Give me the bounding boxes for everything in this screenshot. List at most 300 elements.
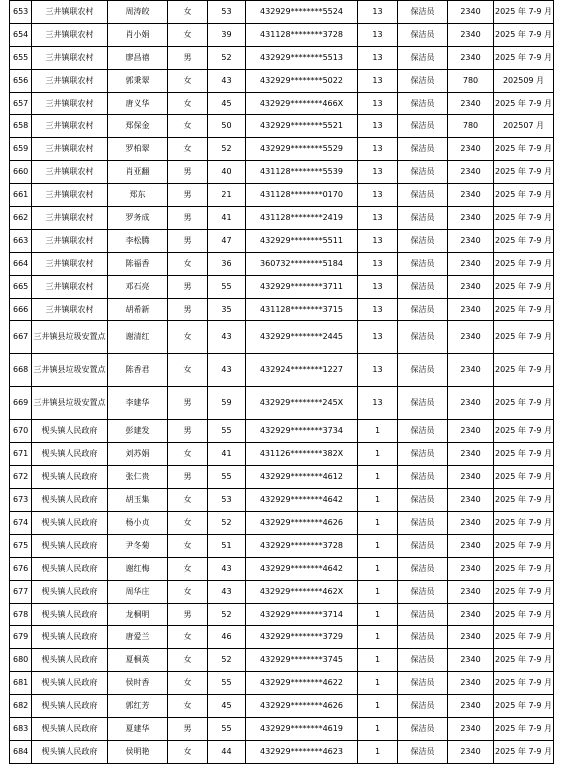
months-cell: 13 bbox=[358, 1, 398, 24]
table-row bbox=[10, 69, 554, 92]
amount-cell: 2340 bbox=[448, 229, 494, 252]
job-title-cell: 保洁员 bbox=[398, 115, 448, 138]
pay-period-cell: 2025 年 7-9 月 bbox=[494, 321, 554, 354]
age-cell: 43 bbox=[208, 557, 246, 580]
unit-name-cell: 三井镇联农村 bbox=[32, 229, 108, 252]
months-cell: 1 bbox=[358, 557, 398, 580]
pay-period-cell: 2025 年 7-9 月 bbox=[494, 626, 554, 649]
age-cell: 43 bbox=[208, 354, 246, 387]
job-title-cell: 保洁员 bbox=[398, 46, 448, 69]
job-title-cell: 保洁员 bbox=[398, 229, 448, 252]
job-title-cell: 保洁员 bbox=[398, 626, 448, 649]
amount-cell: 2340 bbox=[448, 207, 494, 230]
pay-period-cell: 2025 年 7-9 月 bbox=[494, 489, 554, 512]
unit-name-cell: 三井镇县垃圾安置点 bbox=[32, 387, 108, 420]
job-title-cell: 保洁员 bbox=[398, 672, 448, 695]
sex-cell: 男 bbox=[168, 46, 208, 69]
pay-period-cell: 202509 月 bbox=[494, 69, 554, 92]
person-name-cell: 侯时香 bbox=[108, 672, 168, 695]
id-number-cell: 432929********4622 bbox=[246, 672, 358, 695]
row-number-cell: 654 bbox=[10, 23, 32, 46]
age-cell: 47 bbox=[208, 229, 246, 252]
table-row bbox=[10, 92, 554, 115]
months-cell: 13 bbox=[358, 115, 398, 138]
payroll-table bbox=[9, 0, 554, 764]
job-title-cell: 保洁员 bbox=[398, 489, 448, 512]
person-name-cell: 肖亚翻 bbox=[108, 161, 168, 184]
amount-cell: 2340 bbox=[448, 184, 494, 207]
sex-cell: 女 bbox=[168, 252, 208, 275]
person-name-cell: 刘苏娟 bbox=[108, 443, 168, 466]
pay-period-cell: 2025 年 7-9 月 bbox=[494, 46, 554, 69]
sex-cell: 女 bbox=[168, 92, 208, 115]
amount-cell: 2340 bbox=[448, 489, 494, 512]
id-number-cell: 432929********4626 bbox=[246, 512, 358, 535]
id-number-cell: 431128********3715 bbox=[246, 298, 358, 321]
age-cell: 55 bbox=[208, 275, 246, 298]
id-number-cell: 432929********4619 bbox=[246, 718, 358, 741]
sex-cell: 女 bbox=[168, 354, 208, 387]
age-cell: 59 bbox=[208, 387, 246, 420]
job-title-cell: 保洁员 bbox=[398, 138, 448, 161]
id-number-cell: 432929********3714 bbox=[246, 603, 358, 626]
sex-cell: 女 bbox=[168, 626, 208, 649]
id-number-cell: 432929********5524 bbox=[246, 1, 358, 24]
id-number-cell: 432929********462X bbox=[246, 580, 358, 603]
amount-cell: 2340 bbox=[448, 580, 494, 603]
unit-name-cell: 三井镇联农村 bbox=[32, 252, 108, 275]
unit-name-cell: 枧头镇人民政府 bbox=[32, 718, 108, 741]
amount-cell: 2340 bbox=[448, 512, 494, 535]
amount-cell: 2340 bbox=[448, 46, 494, 69]
person-name-cell: 罗务成 bbox=[108, 207, 168, 230]
age-cell: 45 bbox=[208, 92, 246, 115]
pay-period-cell: 2025 年 7-9 月 bbox=[494, 603, 554, 626]
age-cell: 41 bbox=[208, 443, 246, 466]
id-number-cell: 432929********4642 bbox=[246, 557, 358, 580]
job-title-cell: 保洁员 bbox=[398, 649, 448, 672]
job-title-cell: 保洁员 bbox=[398, 354, 448, 387]
sex-cell: 男 bbox=[168, 420, 208, 443]
job-title-cell: 保洁员 bbox=[398, 23, 448, 46]
table-row bbox=[10, 298, 554, 321]
age-cell: 36 bbox=[208, 252, 246, 275]
months-cell: 1 bbox=[358, 718, 398, 741]
id-number-cell: 431126********382X bbox=[246, 443, 358, 466]
row-number-cell: 663 bbox=[10, 229, 32, 252]
job-title-cell: 保洁员 bbox=[398, 603, 448, 626]
table-row bbox=[10, 557, 554, 580]
months-cell: 1 bbox=[358, 603, 398, 626]
id-number-cell: 432929********3745 bbox=[246, 649, 358, 672]
id-number-cell: 431128********3728 bbox=[246, 23, 358, 46]
row-number-cell: 662 bbox=[10, 207, 32, 230]
table-body bbox=[10, 1, 554, 764]
table-row bbox=[10, 489, 554, 512]
amount-cell: 2340 bbox=[448, 603, 494, 626]
age-cell: 53 bbox=[208, 1, 246, 24]
sex-cell: 男 bbox=[168, 184, 208, 207]
months-cell: 13 bbox=[358, 387, 398, 420]
job-title-cell: 保洁员 bbox=[398, 321, 448, 354]
amount-cell: 2340 bbox=[448, 534, 494, 557]
months-cell: 13 bbox=[358, 354, 398, 387]
sex-cell: 女 bbox=[168, 1, 208, 24]
unit-name-cell: 枧头镇人民政府 bbox=[32, 740, 108, 763]
pay-period-cell: 2025 年 7-9 月 bbox=[494, 443, 554, 466]
months-cell: 1 bbox=[358, 649, 398, 672]
age-cell: 45 bbox=[208, 695, 246, 718]
age-cell: 53 bbox=[208, 489, 246, 512]
table-row bbox=[10, 740, 554, 763]
months-cell: 13 bbox=[358, 252, 398, 275]
row-number-cell: 677 bbox=[10, 580, 32, 603]
person-name-cell: 胡希新 bbox=[108, 298, 168, 321]
id-number-cell: 432929********4626 bbox=[246, 695, 358, 718]
pay-period-cell: 2025 年 7-9 月 bbox=[494, 512, 554, 535]
sex-cell: 女 bbox=[168, 321, 208, 354]
row-number-cell: 659 bbox=[10, 138, 32, 161]
person-name-cell: 郭秉翠 bbox=[108, 69, 168, 92]
id-number-cell: 432929********5521 bbox=[246, 115, 358, 138]
row-number-cell: 682 bbox=[10, 695, 32, 718]
person-name-cell: 郑保金 bbox=[108, 115, 168, 138]
age-cell: 55 bbox=[208, 466, 246, 489]
person-name-cell: 郭红芳 bbox=[108, 695, 168, 718]
age-cell: 35 bbox=[208, 298, 246, 321]
pay-period-cell: 2025 年 7-9 月 bbox=[494, 138, 554, 161]
unit-name-cell: 三井镇联农村 bbox=[32, 161, 108, 184]
table-row bbox=[10, 229, 554, 252]
pay-period-cell: 2025 年 7-9 月 bbox=[494, 23, 554, 46]
unit-name-cell: 枧头镇人民政府 bbox=[32, 603, 108, 626]
pay-period-cell: 2025 年 7-9 月 bbox=[494, 672, 554, 695]
row-number-cell: 660 bbox=[10, 161, 32, 184]
amount-cell: 2340 bbox=[448, 321, 494, 354]
unit-name-cell: 三井镇联农村 bbox=[32, 298, 108, 321]
sex-cell: 男 bbox=[168, 466, 208, 489]
unit-name-cell: 三井镇县垃圾安置点 bbox=[32, 321, 108, 354]
unit-name-cell: 三井镇联农村 bbox=[32, 115, 108, 138]
job-title-cell: 保洁员 bbox=[398, 466, 448, 489]
job-title-cell: 保洁员 bbox=[398, 69, 448, 92]
row-number-cell: 661 bbox=[10, 184, 32, 207]
person-name-cell: 尹冬菊 bbox=[108, 534, 168, 557]
job-title-cell: 保洁员 bbox=[398, 1, 448, 24]
table-row bbox=[10, 184, 554, 207]
id-number-cell: 432929********3729 bbox=[246, 626, 358, 649]
table-row bbox=[10, 387, 554, 420]
person-name-cell: 唐爱兰 bbox=[108, 626, 168, 649]
person-name-cell: 罗柏翠 bbox=[108, 138, 168, 161]
row-number-cell: 665 bbox=[10, 275, 32, 298]
unit-name-cell: 三井镇联农村 bbox=[32, 92, 108, 115]
months-cell: 1 bbox=[358, 580, 398, 603]
person-name-cell: 李建华 bbox=[108, 387, 168, 420]
table-row bbox=[10, 161, 554, 184]
unit-name-cell: 三井镇县垃圾安置点 bbox=[32, 354, 108, 387]
months-cell: 13 bbox=[358, 298, 398, 321]
unit-name-cell: 枧头镇人民政府 bbox=[32, 557, 108, 580]
row-number-cell: 676 bbox=[10, 557, 32, 580]
row-number-cell: 679 bbox=[10, 626, 32, 649]
amount-cell: 2340 bbox=[448, 420, 494, 443]
pay-period-cell: 2025 年 7-9 月 bbox=[494, 354, 554, 387]
months-cell: 13 bbox=[358, 184, 398, 207]
row-number-cell: 675 bbox=[10, 534, 32, 557]
person-name-cell: 胡玉集 bbox=[108, 489, 168, 512]
job-title-cell: 保洁员 bbox=[398, 387, 448, 420]
unit-name-cell: 枧头镇人民政府 bbox=[32, 534, 108, 557]
id-number-cell: 432924********1227 bbox=[246, 354, 358, 387]
table-row bbox=[10, 23, 554, 46]
unit-name-cell: 枧头镇人民政府 bbox=[32, 580, 108, 603]
id-number-cell: 432929********3734 bbox=[246, 420, 358, 443]
person-name-cell: 邓石亮 bbox=[108, 275, 168, 298]
sex-cell: 女 bbox=[168, 580, 208, 603]
job-title-cell: 保洁员 bbox=[398, 184, 448, 207]
job-title-cell: 保洁员 bbox=[398, 207, 448, 230]
age-cell: 52 bbox=[208, 603, 246, 626]
age-cell: 21 bbox=[208, 184, 246, 207]
row-number-cell: 656 bbox=[10, 69, 32, 92]
row-number-cell: 653 bbox=[10, 1, 32, 24]
id-number-cell: 431128********0170 bbox=[246, 184, 358, 207]
id-number-cell: 432929********245X bbox=[246, 387, 358, 420]
row-number-cell: 670 bbox=[10, 420, 32, 443]
age-cell: 44 bbox=[208, 740, 246, 763]
table-row bbox=[10, 603, 554, 626]
pay-period-cell: 2025 年 7-9 月 bbox=[494, 229, 554, 252]
unit-name-cell: 枧头镇人民政府 bbox=[32, 695, 108, 718]
pay-period-cell: 2025 年 7-9 月 bbox=[494, 298, 554, 321]
row-number-cell: 680 bbox=[10, 649, 32, 672]
person-name-cell: 夏桐英 bbox=[108, 649, 168, 672]
pay-period-cell: 2025 年 7-9 月 bbox=[494, 161, 554, 184]
id-number-cell: 431128********5539 bbox=[246, 161, 358, 184]
unit-name-cell: 三井镇联农村 bbox=[32, 1, 108, 24]
pay-period-cell: 2025 年 7-9 月 bbox=[494, 580, 554, 603]
job-title-cell: 保洁员 bbox=[398, 695, 448, 718]
id-number-cell: 432929********5022 bbox=[246, 69, 358, 92]
age-cell: 46 bbox=[208, 626, 246, 649]
table-row bbox=[10, 534, 554, 557]
pay-period-cell: 2025 年 7-9 月 bbox=[494, 740, 554, 763]
sex-cell: 女 bbox=[168, 489, 208, 512]
pay-period-cell: 2025 年 7-9 月 bbox=[494, 466, 554, 489]
person-name-cell: 李松腾 bbox=[108, 229, 168, 252]
row-number-cell: 668 bbox=[10, 354, 32, 387]
amount-cell: 780 bbox=[448, 115, 494, 138]
person-name-cell: 陈香君 bbox=[108, 354, 168, 387]
age-cell: 50 bbox=[208, 115, 246, 138]
table-row bbox=[10, 626, 554, 649]
job-title-cell: 保洁员 bbox=[398, 443, 448, 466]
sex-cell: 女 bbox=[168, 649, 208, 672]
sex-cell: 女 bbox=[168, 557, 208, 580]
age-cell: 52 bbox=[208, 138, 246, 161]
sex-cell: 女 bbox=[168, 512, 208, 535]
row-number-cell: 684 bbox=[10, 740, 32, 763]
sex-cell: 女 bbox=[168, 115, 208, 138]
person-name-cell: 夏建华 bbox=[108, 718, 168, 741]
months-cell: 13 bbox=[358, 23, 398, 46]
age-cell: 52 bbox=[208, 512, 246, 535]
id-number-cell: 432929********4642 bbox=[246, 489, 358, 512]
amount-cell: 2340 bbox=[448, 252, 494, 275]
id-number-cell: 432929********4612 bbox=[246, 466, 358, 489]
unit-name-cell: 枧头镇人民政府 bbox=[32, 466, 108, 489]
amount-cell: 2340 bbox=[448, 387, 494, 420]
person-name-cell: 张仁贵 bbox=[108, 466, 168, 489]
amount-cell: 2340 bbox=[448, 298, 494, 321]
age-cell: 55 bbox=[208, 672, 246, 695]
age-cell: 41 bbox=[208, 207, 246, 230]
months-cell: 13 bbox=[358, 138, 398, 161]
sex-cell: 女 bbox=[168, 534, 208, 557]
job-title-cell: 保洁员 bbox=[398, 252, 448, 275]
age-cell: 40 bbox=[208, 161, 246, 184]
months-cell: 1 bbox=[358, 512, 398, 535]
months-cell: 1 bbox=[358, 489, 398, 512]
sex-cell: 女 bbox=[168, 443, 208, 466]
sex-cell: 女 bbox=[168, 69, 208, 92]
job-title-cell: 保洁员 bbox=[398, 718, 448, 741]
row-number-cell: 674 bbox=[10, 512, 32, 535]
sex-cell: 男 bbox=[168, 229, 208, 252]
table-row bbox=[10, 321, 554, 354]
table-row bbox=[10, 252, 554, 275]
amount-cell: 2340 bbox=[448, 92, 494, 115]
person-name-cell: 廖昌禧 bbox=[108, 46, 168, 69]
amount-cell: 780 bbox=[448, 69, 494, 92]
row-number-cell: 655 bbox=[10, 46, 32, 69]
pay-period-cell: 2025 年 7-9 月 bbox=[494, 387, 554, 420]
unit-name-cell: 三井镇联农村 bbox=[32, 23, 108, 46]
amount-cell: 2340 bbox=[448, 466, 494, 489]
job-title-cell: 保洁员 bbox=[398, 275, 448, 298]
amount-cell: 2340 bbox=[448, 1, 494, 24]
age-cell: 43 bbox=[208, 321, 246, 354]
table-row bbox=[10, 580, 554, 603]
id-number-cell: 431128********2419 bbox=[246, 207, 358, 230]
table-row bbox=[10, 46, 554, 69]
amount-cell: 2340 bbox=[448, 161, 494, 184]
months-cell: 13 bbox=[358, 46, 398, 69]
unit-name-cell: 枧头镇人民政府 bbox=[32, 443, 108, 466]
table-row bbox=[10, 275, 554, 298]
amount-cell: 2340 bbox=[448, 649, 494, 672]
pay-period-cell: 2025 年 7-9 月 bbox=[494, 1, 554, 24]
job-title-cell: 保洁员 bbox=[398, 740, 448, 763]
sex-cell: 女 bbox=[168, 23, 208, 46]
person-name-cell: 谢清红 bbox=[108, 321, 168, 354]
amount-cell: 2340 bbox=[448, 275, 494, 298]
amount-cell: 2340 bbox=[448, 626, 494, 649]
months-cell: 13 bbox=[358, 92, 398, 115]
row-number-cell: 683 bbox=[10, 718, 32, 741]
months-cell: 13 bbox=[358, 161, 398, 184]
months-cell: 1 bbox=[358, 420, 398, 443]
unit-name-cell: 枧头镇人民政府 bbox=[32, 489, 108, 512]
table-row bbox=[10, 138, 554, 161]
sex-cell: 女 bbox=[168, 740, 208, 763]
row-number-cell: 666 bbox=[10, 298, 32, 321]
sex-cell: 女 bbox=[168, 672, 208, 695]
pay-period-cell: 2025 年 7-9 月 bbox=[494, 718, 554, 741]
id-number-cell: 432929********5513 bbox=[246, 46, 358, 69]
table-row bbox=[10, 354, 554, 387]
row-number-cell: 667 bbox=[10, 321, 32, 354]
unit-name-cell: 枧头镇人民政府 bbox=[32, 649, 108, 672]
unit-name-cell: 枧头镇人民政府 bbox=[32, 672, 108, 695]
sex-cell: 男 bbox=[168, 603, 208, 626]
months-cell: 1 bbox=[358, 534, 398, 557]
row-number-cell: 658 bbox=[10, 115, 32, 138]
amount-cell: 2340 bbox=[448, 23, 494, 46]
unit-name-cell: 枧头镇人民政府 bbox=[32, 626, 108, 649]
person-name-cell: 龙桐明 bbox=[108, 603, 168, 626]
row-number-cell: 681 bbox=[10, 672, 32, 695]
pay-period-cell: 2025 年 7-9 月 bbox=[494, 420, 554, 443]
person-name-cell: 周涛皎 bbox=[108, 1, 168, 24]
months-cell: 1 bbox=[358, 695, 398, 718]
table-row bbox=[10, 115, 554, 138]
person-name-cell: 侯明艳 bbox=[108, 740, 168, 763]
age-cell: 51 bbox=[208, 534, 246, 557]
sex-cell: 男 bbox=[168, 298, 208, 321]
table-row bbox=[10, 420, 554, 443]
sex-cell: 男 bbox=[168, 387, 208, 420]
amount-cell: 2340 bbox=[448, 443, 494, 466]
pay-period-cell: 2025 年 7-9 月 bbox=[494, 92, 554, 115]
amount-cell: 2340 bbox=[448, 138, 494, 161]
unit-name-cell: 三井镇联农村 bbox=[32, 138, 108, 161]
row-number-cell: 669 bbox=[10, 387, 32, 420]
age-cell: 39 bbox=[208, 23, 246, 46]
table-row bbox=[10, 466, 554, 489]
row-number-cell: 672 bbox=[10, 466, 32, 489]
unit-name-cell: 三井镇联农村 bbox=[32, 184, 108, 207]
months-cell: 13 bbox=[358, 69, 398, 92]
job-title-cell: 保洁员 bbox=[398, 420, 448, 443]
id-number-cell: 432929********466X bbox=[246, 92, 358, 115]
row-number-cell: 673 bbox=[10, 489, 32, 512]
months-cell: 1 bbox=[358, 443, 398, 466]
id-number-cell: 432929********3711 bbox=[246, 275, 358, 298]
id-number-cell: 432929********3728 bbox=[246, 534, 358, 557]
age-cell: 55 bbox=[208, 718, 246, 741]
unit-name-cell: 三井镇联农村 bbox=[32, 69, 108, 92]
amount-cell: 2340 bbox=[448, 354, 494, 387]
pay-period-cell: 2025 年 7-9 月 bbox=[494, 275, 554, 298]
age-cell: 43 bbox=[208, 69, 246, 92]
id-number-cell: 360732********5184 bbox=[246, 252, 358, 275]
person-name-cell: 谢红梅 bbox=[108, 557, 168, 580]
months-cell: 13 bbox=[358, 275, 398, 298]
sex-cell: 男 bbox=[168, 275, 208, 298]
id-number-cell: 432929********2445 bbox=[246, 321, 358, 354]
sex-cell: 女 bbox=[168, 695, 208, 718]
table-row bbox=[10, 207, 554, 230]
amount-cell: 2340 bbox=[448, 740, 494, 763]
months-cell: 1 bbox=[358, 672, 398, 695]
job-title-cell: 保洁员 bbox=[398, 580, 448, 603]
row-number-cell: 671 bbox=[10, 443, 32, 466]
unit-name-cell: 枧头镇人民政府 bbox=[32, 420, 108, 443]
months-cell: 1 bbox=[358, 740, 398, 763]
unit-name-cell: 三井镇联农村 bbox=[32, 275, 108, 298]
